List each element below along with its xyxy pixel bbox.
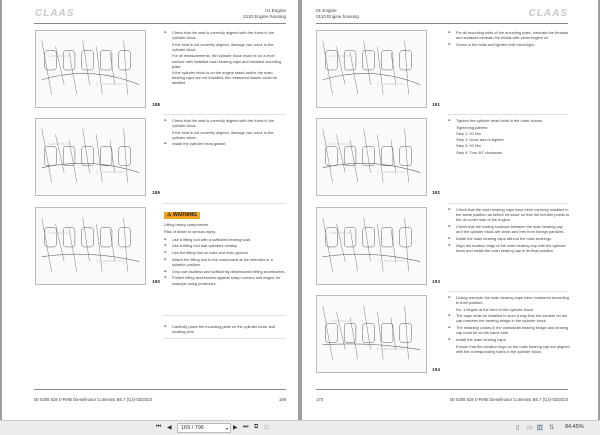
footer-doc: 00 0306 525 0-RHB Dieselmotor Cummins B6.7 (C4)-03/2023 (450, 397, 568, 402)
instruction-note: Step 4: Turn 90° clockwise (456, 149, 502, 155)
instruction-note: If the seal is not correctly aligned, damage can occur in the cylinder block. (172, 41, 274, 53)
figure-192 (316, 118, 427, 196)
instruction-note: If the cylinder block is on the engine stand and/or the main bearing caps are not installed, the measured values could be falsified. (172, 69, 277, 86)
footer-doc: 00 0306 525 0-RHB Dieselmotor Cummins B6.7 (C4)-03/2023 (34, 397, 152, 402)
instruction-note: If the seal is not correctly aligned, damage can occur in the cylinder block. (172, 129, 274, 141)
warning-block (164, 212, 286, 287)
watermark: © Cummins Inc. (325, 53, 354, 58)
watermark: © Cummins Inc. (44, 53, 73, 58)
footer-page-number: 169 (278, 397, 286, 402)
warning-bullet: ► Use a lifting tool that operates reliably. (164, 243, 286, 248)
engine-illustration (36, 119, 145, 195)
figure-194 (316, 295, 427, 373)
right-page (302, 0, 598, 420)
instruction-step: ► The retaining collars in the crankshaft bearing bridge and bearing cap must be on the same side. (448, 325, 570, 335)
watermark: © Cummins Inc. (377, 258, 406, 263)
watermark: © Cummins Inc. (44, 141, 73, 146)
figure-number: 189 (152, 191, 161, 196)
previous-page-button[interactable]: ◀ (167, 425, 172, 431)
header-chapter: 01 Engine (265, 8, 286, 13)
instruction-step: ► The caps must be installed in such a way that the number on the cap matches the bearing bridge in the cylinder block. (448, 313, 570, 323)
figure-number: 192 (432, 191, 441, 196)
figure-193 (316, 207, 427, 285)
continuous-icon[interactable]: ▭ (527, 425, 533, 431)
instruction-step: ► Check that the seal is correctly aligned with the holes in the cylinder block. (164, 118, 286, 128)
warning-bullet: ► Only use faultless and sufficiently dimensioned lifting accessories. (164, 269, 286, 274)
watermark: © Cummins Inc. (325, 230, 354, 235)
instruction-step: ► Check that the main bearing caps have been correctly installed in the same position as before removal, so that the number points to the oil cooler side of the engine. (448, 207, 570, 223)
watermark: © Cummins Inc. (96, 169, 125, 174)
instruction-block (448, 207, 570, 255)
instruction-block (448, 118, 570, 156)
warning-line: Risk of death or serious injury. (164, 229, 217, 235)
page-number-input[interactable]: 169 / 796 ▾ (177, 423, 231, 433)
engine-illustration (317, 208, 426, 284)
claas-logo: CLAAS (35, 8, 75, 19)
watermark: © Cummins Inc. (325, 141, 354, 146)
watermark: © Cummins Inc. (96, 81, 125, 86)
next-page-button[interactable]: ▶ (233, 425, 238, 431)
page-header (243, 8, 286, 20)
figure-190 (35, 207, 146, 285)
zoom-level[interactable]: 84.45% (565, 424, 584, 430)
instruction-step: ► For all mounting bolts of the mounting plate, lubricate the threads and surfaces beneath the heads with clean engine oil. (448, 30, 570, 40)
figure-number: 193 (432, 280, 441, 285)
instruction-step: ► Screw in the bolts and tighten until hand-tight. (448, 42, 570, 47)
left-page (2, 0, 298, 420)
instruction-block (448, 30, 570, 49)
watermark: © Cummins Inc. (325, 318, 354, 323)
instruction-step: ► Align the location rings of the main bearing cap with the cylinder block and install the main bearing cap in its final position. (448, 243, 570, 253)
instruction-block (164, 30, 286, 87)
warning-bullet: ► Protect lifting accessories against sharp corners and edges, for example using protectors. (164, 275, 286, 285)
instruction-block (164, 118, 286, 148)
figure-191 (316, 30, 427, 108)
header-chapter: 01 Engine (316, 8, 337, 13)
instruction-note: Tightening pattern: (456, 124, 489, 130)
pdf-toolbar (0, 420, 600, 435)
warning-line: Lifting heavy components. (164, 222, 210, 228)
instruction-step: ► Tighten the cylinder head bolts in the order shown. (448, 118, 570, 123)
instruction-step: ► During removal, the main bearing caps were numbered according to their position. (448, 295, 570, 305)
warning-badge: ⚠ WARNING (164, 212, 200, 219)
fit-icon[interactable]: ⊡ (264, 425, 270, 431)
instruction-note: No. 1 begins at the front of the cylinder block. (456, 306, 535, 312)
engine-illustration (36, 31, 145, 107)
claas-logo: CLAAS (528, 8, 568, 19)
watermark: © Cummins Inc. (96, 258, 125, 263)
instruction-step: ► Check that the mating surfaces between the main bearing cap and the cylinder block are clean and free from foreign particles. (448, 224, 570, 234)
instruction-step: ► Install the cylinder head gasket. (164, 141, 286, 146)
engine-illustration (317, 31, 426, 107)
warning-bullet: ► Use a lifting tool with a sufficient bearing load. (164, 237, 286, 242)
page-header (316, 8, 359, 20)
watermark: © Cummins Inc. (377, 81, 406, 86)
header-section: 0110 Engine housing (316, 14, 359, 19)
copy-icon[interactable]: ⧉ (254, 424, 259, 430)
watermark: © Cummins Inc. (377, 169, 406, 174)
figure-number: 188 (152, 103, 161, 108)
figure-number: 191 (432, 103, 441, 108)
two-page-icon[interactable]: ◫ (537, 425, 543, 431)
instruction-block (448, 295, 570, 355)
watermark: © Cummins Inc. (377, 346, 406, 351)
figure-188 (35, 30, 146, 108)
figure-number: 194 (432, 368, 441, 373)
figure-number: 190 (152, 280, 161, 285)
instruction-note: Step 3: 90 Nm (456, 143, 481, 149)
chevron-down-icon[interactable]: ▾ (225, 426, 228, 431)
scroll-icon[interactable]: ⇅ (549, 425, 555, 431)
instruction-note: Ensure that the location rings on the main bearing cap are aligned with the corresponding holes in the cylinder block. (456, 343, 570, 354)
instruction-note: Step 1: 90 Nm (456, 130, 481, 136)
figure-189 (35, 118, 146, 196)
warning-bullet: ► Use the lifting tool on solid and even ground. (164, 250, 286, 255)
instruction-note: Step 2: Undo and re-tighten (456, 137, 504, 143)
instruction-step: ► Install the main bearing caps without the main bearings. (448, 236, 570, 241)
instruction-step: ► Check that the seal is correctly aligned with the holes in the cylinder block. (164, 30, 286, 40)
header-section: 0110 Engine housing (243, 14, 286, 19)
watermark: © Cummins Inc. (44, 230, 73, 235)
warning-bullet: ► Attach the lifting tool to the component at the intended or a suitable position. (164, 257, 286, 267)
last-page-button[interactable]: ⏭ (243, 424, 249, 430)
single-page-icon[interactable]: ▯ (516, 425, 520, 431)
engine-illustration (317, 296, 426, 372)
footer-page-number: 170 (316, 397, 324, 402)
engine-illustration (36, 208, 145, 284)
first-page-button[interactable]: ⏮ (156, 424, 162, 430)
instruction-step: ► Install the main bearing caps. (448, 337, 570, 342)
instruction-note: For all measurements, the cylinder block must be on a level surface with installed main bearing caps and installed mounting plate. (172, 53, 282, 69)
engine-illustration (317, 119, 426, 195)
step-text: ► Carefully place the mounting plate on the cylinder block and locating pins. (164, 324, 286, 334)
